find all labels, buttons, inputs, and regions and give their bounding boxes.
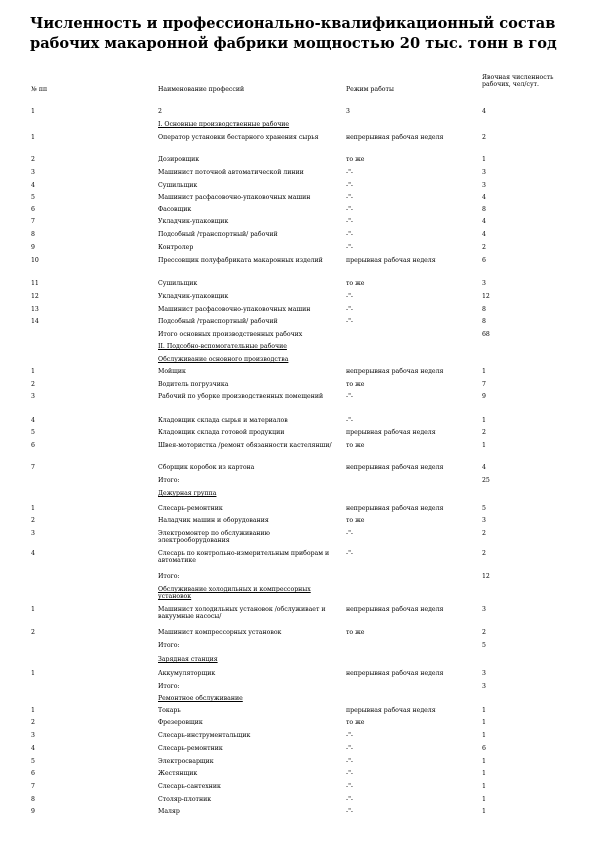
header-work-mode: Режим работы xyxy=(346,86,394,93)
header-profession: Наименование профессий xyxy=(158,86,245,93)
row-number: 14 xyxy=(31,318,39,325)
row-number: 4 xyxy=(31,745,35,752)
headcount: 1 xyxy=(482,732,486,739)
headcount: 12 xyxy=(482,293,490,300)
header-number: № пп xyxy=(31,86,48,93)
headcount: 1 xyxy=(482,156,486,163)
profession-name: Кладовщик склада готовой продукции xyxy=(158,429,285,436)
row-number: 3 xyxy=(31,732,35,739)
headcount: 4 xyxy=(482,218,486,225)
work-mode: то же xyxy=(346,280,365,287)
document-title: Численность и профессионально-квалификационный состав рабочих макаронной фабрики мощностью 20 тыс. тонн в год xyxy=(30,15,557,52)
profession-name: Итого основных производственных рабочих xyxy=(158,331,303,338)
profession-name: Маляр xyxy=(158,808,180,815)
headcount: 4 xyxy=(482,231,486,238)
profession-name: Подсобный /транспортный/ рабочий xyxy=(158,231,278,238)
headcount: 5 xyxy=(482,505,486,512)
header-headcount: Явочная численность рабочих, чел/сут. xyxy=(482,74,554,89)
work-mode: -"- xyxy=(346,417,354,424)
headcount: 2 xyxy=(482,429,486,436)
headcount: 1 xyxy=(482,442,486,449)
row-number: 7 xyxy=(31,218,35,225)
headcount: 25 xyxy=(482,477,490,484)
profession-name: Кладовщик склада сырья и материалов xyxy=(158,417,288,424)
profession-name: Машинист компрессорных установок xyxy=(158,629,282,636)
profession-name: Итого: xyxy=(158,642,180,649)
row-number: 11 xyxy=(31,280,39,287)
row-number: 2 xyxy=(31,156,35,163)
row-number: 5 xyxy=(31,194,35,201)
work-mode: -"- xyxy=(346,206,354,213)
row-number: 7 xyxy=(31,464,35,471)
row-number: 6 xyxy=(31,206,35,213)
profession-name: Дежурная группа xyxy=(158,490,217,497)
row-number: 13 xyxy=(31,306,39,313)
work-mode: -"- xyxy=(346,244,354,251)
headcount: 1 xyxy=(482,770,486,777)
profession-name: Электромонтер по обслуживанию электрооборудования xyxy=(158,530,270,545)
work-mode: то же xyxy=(346,381,365,388)
profession-name: Машинист расфасовочно-упаковочных машин xyxy=(158,306,311,313)
row-number: 9 xyxy=(31,244,35,251)
row-number: 5 xyxy=(31,429,35,436)
profession-name: Оператор установки бестарного хранения сырья xyxy=(158,134,319,141)
work-mode: прерывная рабочая неделя xyxy=(346,707,436,714)
profession-name: Итого: xyxy=(158,477,180,484)
work-mode: -"- xyxy=(346,758,354,765)
row-number: 1 xyxy=(31,670,35,677)
profession-name: Электросварщик xyxy=(158,758,214,765)
profession-name: Машинист поточной автоматической линии xyxy=(158,169,304,176)
row-number: 2 xyxy=(31,517,35,524)
row-number: 6 xyxy=(31,770,35,777)
profession-name: Фасовщик xyxy=(158,206,192,213)
profession-name: Рабочий по уборке производственных помещений xyxy=(158,393,324,400)
profession-name: Токарь xyxy=(158,707,181,714)
work-mode: непрерывная рабочая неделя xyxy=(346,134,444,141)
headcount: 68 xyxy=(482,331,490,338)
headcount: 8 xyxy=(482,306,486,313)
table-header xyxy=(0,74,595,104)
profession-name: Дозировщик xyxy=(158,156,200,163)
work-mode: то же xyxy=(346,629,365,636)
column-number-3: 3 xyxy=(346,108,350,115)
profession-name: Сушильщик xyxy=(158,182,198,189)
profession-name: Итого: xyxy=(158,573,180,580)
work-mode: -"- xyxy=(346,550,354,557)
profession-name: Сушильщик xyxy=(158,280,198,287)
row-number: 1 xyxy=(31,505,35,512)
profession-name: II. Подсобно-вспомогательные рабочие xyxy=(158,343,287,350)
profession-name: Укладчик-упаковщик xyxy=(158,293,229,300)
headcount: 2 xyxy=(482,244,486,251)
work-mode: -"- xyxy=(346,231,354,238)
row-number: 12 xyxy=(31,293,39,300)
row-number: 3 xyxy=(31,530,35,537)
headcount: 9 xyxy=(482,393,486,400)
headcount: 3 xyxy=(482,517,486,524)
row-number: 2 xyxy=(31,381,35,388)
column-number-4: 4 xyxy=(482,108,486,115)
work-mode: -"- xyxy=(346,770,354,777)
profession-name: Прессовщик полуфабриката макаронных изделий xyxy=(158,257,323,264)
work-mode: непрерывная рабочая неделя xyxy=(346,606,444,613)
work-mode: непрерывная рабочая неделя xyxy=(346,368,444,375)
headcount: 1 xyxy=(482,796,486,803)
work-mode: -"- xyxy=(346,530,354,537)
work-mode: -"- xyxy=(346,306,354,313)
work-mode: прерывная рабочая неделя xyxy=(346,429,436,436)
work-mode: непрерывная рабочая неделя xyxy=(346,670,444,677)
work-mode: -"- xyxy=(346,218,354,225)
profession-name: Ремонтное обслуживание xyxy=(158,695,243,702)
headcount: 3 xyxy=(482,670,486,677)
row-number: 2 xyxy=(31,629,35,636)
row-number: 7 xyxy=(31,783,35,790)
work-mode: -"- xyxy=(346,182,354,189)
profession-name: Слесарь-инструментальщик xyxy=(158,732,251,739)
profession-name: Машинист холодильных установок /обслуживает и вакуумные насосы/ xyxy=(158,606,326,621)
row-number: 1 xyxy=(31,368,35,375)
work-mode: -"- xyxy=(346,393,354,400)
headcount: 1 xyxy=(482,758,486,765)
headcount: 2 xyxy=(482,530,486,537)
profession-name: Водитель погрузчика xyxy=(158,381,229,388)
profession-name: Слесарь-ремонтник xyxy=(158,745,223,752)
row-number: 1 xyxy=(31,606,35,613)
work-mode: -"- xyxy=(346,783,354,790)
work-mode: -"- xyxy=(346,293,354,300)
work-mode: -"- xyxy=(346,796,354,803)
headcount: 3 xyxy=(482,182,486,189)
headcount: 3 xyxy=(482,606,486,613)
headcount: 8 xyxy=(482,206,486,213)
profession-name: Слесарь-ремонтник xyxy=(158,505,223,512)
headcount: 4 xyxy=(482,194,486,201)
profession-name: Фрезеровщик xyxy=(158,719,203,726)
profession-name: Зарядная станция xyxy=(158,656,218,663)
profession-name: Наладчик машин и оборудования xyxy=(158,517,269,524)
work-mode: -"- xyxy=(346,745,354,752)
work-mode: -"- xyxy=(346,318,354,325)
headcount: 3 xyxy=(482,280,486,287)
row-number: 6 xyxy=(31,442,35,449)
headcount: 2 xyxy=(482,629,486,636)
headcount: 2 xyxy=(482,134,486,141)
profession-name: Итого: xyxy=(158,683,180,690)
headcount: 1 xyxy=(482,808,486,815)
headcount: 5 xyxy=(482,642,486,649)
work-mode: то же xyxy=(346,517,365,524)
profession-name: I. Основные производственные рабочие xyxy=(158,121,290,128)
profession-name: Обслуживание холодильных и компрессорных установок xyxy=(158,586,311,601)
headcount: 3 xyxy=(482,683,486,690)
column-number-2: 2 xyxy=(158,108,162,115)
headcount: 7 xyxy=(482,381,486,388)
profession-name: Машинист расфасовочно-упаковочных машин xyxy=(158,194,311,201)
work-mode: -"- xyxy=(346,732,354,739)
row-number: 8 xyxy=(31,796,35,803)
profession-name: Жестянщик xyxy=(158,770,198,777)
profession-name: Контролер xyxy=(158,244,194,251)
headcount: 1 xyxy=(482,707,486,714)
profession-name: Мойщик xyxy=(158,368,186,375)
work-mode: -"- xyxy=(346,169,354,176)
work-mode: непрерывная рабочая неделя xyxy=(346,505,444,512)
row-number: 4 xyxy=(31,550,35,557)
row-number: 9 xyxy=(31,808,35,815)
profession-name: Слесарь по контрольно-измерительным приборам и автоматике xyxy=(158,550,330,565)
profession-name: Столяр-плотник xyxy=(158,796,212,803)
headcount: 12 xyxy=(482,573,490,580)
profession-name: Укладчик-упаковщик xyxy=(158,218,229,225)
headcount: 1 xyxy=(482,417,486,424)
profession-name: Слесарь-сантехник xyxy=(158,783,221,790)
headcount: 8 xyxy=(482,318,486,325)
headcount: 1 xyxy=(482,368,486,375)
work-mode: -"- xyxy=(346,194,354,201)
headcount: 1 xyxy=(482,783,486,790)
row-number: 3 xyxy=(31,169,35,176)
profession-name: Швея-мотористка /ремонт обязанности кастелянши/ xyxy=(158,442,332,449)
headcount: 4 xyxy=(482,464,486,471)
headcount: 3 xyxy=(482,169,486,176)
profession-name: Подсобный /транспортный/ рабочий xyxy=(158,318,278,325)
profession-name: Аккумуляторщик xyxy=(158,670,216,677)
row-number: 10 xyxy=(31,257,39,264)
headcount: 2 xyxy=(482,550,486,557)
row-number: 4 xyxy=(31,182,35,189)
headcount: 1 xyxy=(482,719,486,726)
row-number: 8 xyxy=(31,231,35,238)
profession-name: Обслуживание основного производства xyxy=(158,356,289,363)
work-mode: прерывная рабочая неделя xyxy=(346,257,436,264)
headcount: 6 xyxy=(482,745,486,752)
row-number: 3 xyxy=(31,393,35,400)
row-number: 4 xyxy=(31,417,35,424)
column-number-1: 1 xyxy=(31,108,35,115)
work-mode: то же xyxy=(346,156,365,163)
work-mode: то же xyxy=(346,719,365,726)
headcount: 6 xyxy=(482,257,486,264)
profession-name: Сборщик коробок из картона xyxy=(158,464,255,471)
work-mode: -"- xyxy=(346,808,354,815)
row-number: 2 xyxy=(31,719,35,726)
row-number: 5 xyxy=(31,758,35,765)
work-mode: то же xyxy=(346,442,365,449)
row-number: 1 xyxy=(31,707,35,714)
column-numbers-row xyxy=(0,108,595,116)
work-mode: непрерывная рабочая неделя xyxy=(346,464,444,471)
row-number: 1 xyxy=(31,134,35,141)
